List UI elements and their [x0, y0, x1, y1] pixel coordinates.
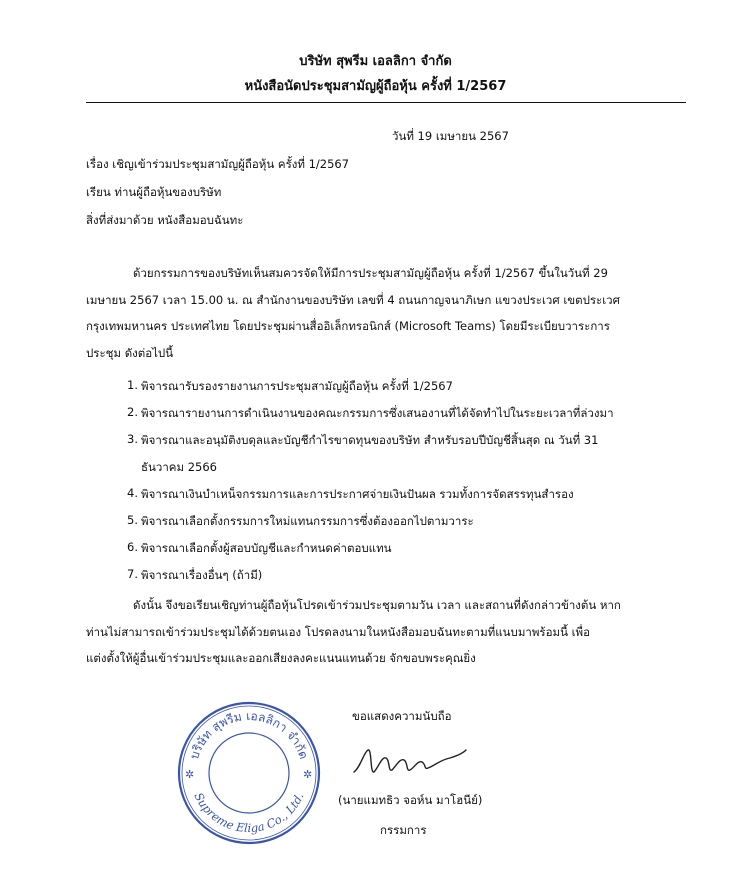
agenda-number: 7.: [127, 567, 138, 581]
agenda-text: พิจารณาเงินบำเหน็จกรรมการและการประกาศจ่ายเงินปันผล รวมทั้งการจัดสรรทุนสำรอง: [141, 487, 574, 501]
salutation-line: เรียน ท่านผู้ถือหุ้นของบริษัท: [86, 185, 222, 199]
seal-english-text: Supreme Eliga Co., Ltd.: [191, 790, 307, 836]
seal-outer-ring-inner: [182, 706, 316, 840]
seal-star-left: ✲: [185, 768, 195, 781]
intro-line: เมษายน 2567 เวลา 15.00 น. ณ สำนักงานของบริษัท เลขที่ 4 ถนนกาญจนาภิเษก แขวงประเวศ เขตประเวศ: [86, 292, 620, 307]
agenda-number: 6.: [127, 540, 138, 554]
agenda-text: พิจารณาเรื่องอื่นๆ (ถ้ามี): [141, 568, 263, 582]
closing-line: ท่านไม่สามารถเข้าร่วมประชุมได้ด้วยตนเอง โปรดลงนามในหนังสือมอบฉันทะตามที่แนบมาพร้อมนี้ เพื่อ: [86, 624, 591, 639]
agenda-number: 4.: [127, 486, 138, 500]
seal-inner-ring: [209, 733, 289, 813]
document-title: หนังสือนัดประชุมสามัญผู้ถือหุ้น ครั้งที่ 1/2567: [244, 79, 507, 94]
subject-line: เรื่อง เชิญเข้าร่วมประชุมสามัญผู้ถือหุ้น ครั้งที่ 1/2567: [86, 157, 350, 171]
company-seal-stamp: [176, 700, 322, 846]
agenda-text: พิจารณาเลือกตั้งผู้สอบบัญชีและกำหนดค่าตอบแทน: [141, 541, 392, 555]
intro-paragraph: [86, 260, 620, 366]
closing-line: ดังนั้น จึงขอเรียนเชิญท่านผู้ถือหุ้นโปรดเข้าร่วมประชุมตามวัน เวลา และสถานที่ดังกล่าวข้างต้น หาก: [133, 598, 621, 612]
date-line: วันที่ 19 เมษายน 2567: [392, 129, 509, 143]
signatory-position: กรรมการ: [380, 823, 427, 837]
agenda-number: 3.: [127, 432, 138, 446]
company-name: บริษัท สุพรีม เอลลิกา จำกัด: [299, 54, 452, 69]
seal-star-right: ✲: [303, 768, 313, 781]
handwritten-signature: [350, 738, 470, 788]
agenda-text: พิจารณารายงานการดำเนินงานของคณะกรรมการซึ่งเสนองานที่ได้จัดทำไปในระยะเวลาที่ล่วงมา: [141, 406, 614, 420]
agenda-text: พิจารณาเลือกตั้งกรรมการใหม่แทนกรรมการซึ่งต้องออกไปตามวาระ: [141, 514, 474, 528]
agenda-text: พิจารณารับรองรายงานการประชุมสามัญผู้ถือหุ้น ครั้งที่ 1/2567: [141, 379, 453, 393]
closing-line: แต่งตั้งให้ผู้อื่นเข้าร่วมประชุมและออกเสียงลงคะแนนแทนด้วย จักขอบพระคุณยิ่ง: [86, 651, 476, 665]
signatory-name: (นายแมทธิว จอห์น มาโฮนีย์): [338, 793, 483, 807]
agenda-number: 2.: [127, 405, 138, 419]
header-divider: [86, 102, 686, 103]
agenda-number: 5.: [127, 513, 138, 527]
agenda-number: 1.: [127, 378, 138, 392]
enclosure-line: สิ่งที่ส่งมาด้วย หนังสือมอบฉันทะ: [86, 213, 244, 227]
intro-line: ประชุม ดังต่อไปนี้: [86, 345, 174, 360]
closing-paragraph: [86, 592, 621, 672]
agenda-text-continued: ธันวาคม 2566: [141, 460, 217, 474]
regards-line: ขอแสดงความนับถือ: [352, 709, 452, 723]
intro-line: กรุงเทพมหานคร ประเทศไทย โดยประชุมผ่านสื่ออิเล็กทรอนิกส์ (Microsoft Teams) โดยมีระเบียบวาระการ: [86, 319, 610, 333]
intro-line: ด้วยกรรมการของบริษัทเห็นสมควรจัดให้มีการประชุมสามัญผู้ถือหุ้น ครั้งที่ 1/2567 ขึ้นในวันที่ 29: [133, 266, 608, 280]
seal-thai-text: บริษัท สุพรีม เอลลิกา จำกัด: [187, 708, 311, 761]
agenda-text: พิจารณาและอนุมัติงบดุลและบัญชีกำไรขาดทุนของบริษัท สำหรับรอบปีบัญชีสิ้นสุด ณ วันที่ 31: [141, 433, 599, 447]
